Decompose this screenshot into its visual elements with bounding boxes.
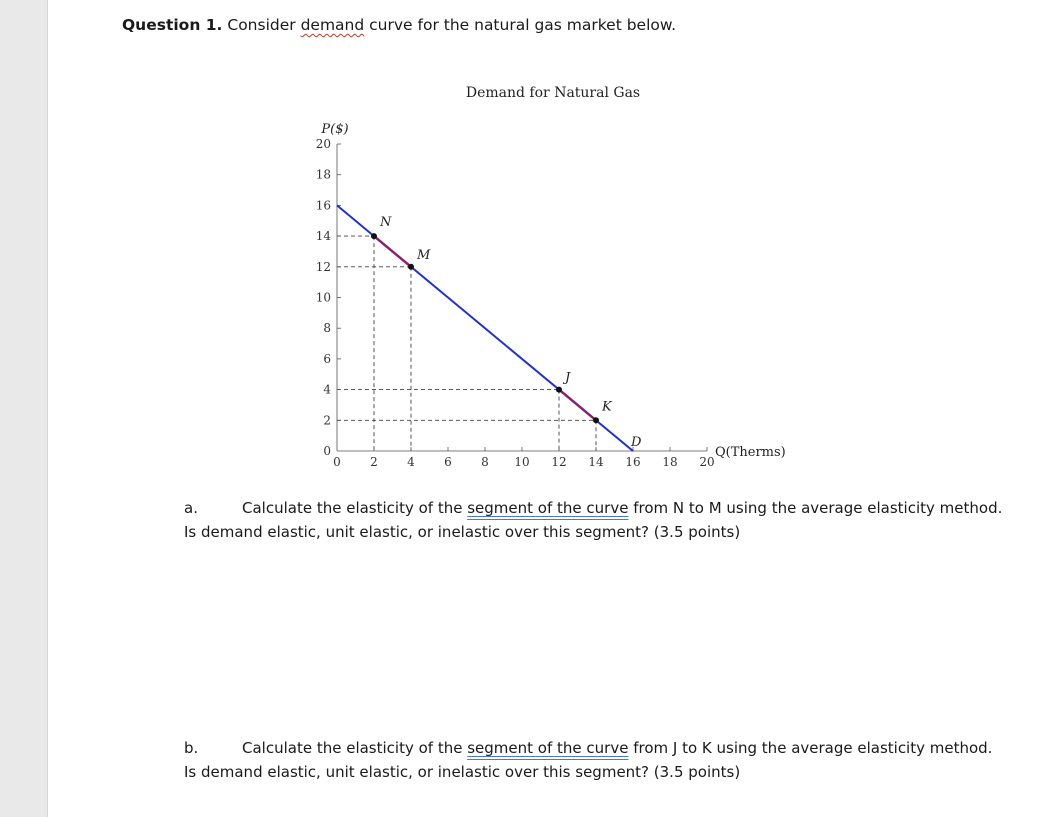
x-tick-label: 14 bbox=[588, 455, 604, 469]
demand-chart bbox=[300, 78, 810, 478]
labeled-points bbox=[371, 215, 642, 450]
x-tick-label: 12 bbox=[551, 455, 567, 469]
grammar-flagged-phrase[interactable]: segment of the curve bbox=[467, 739, 629, 757]
tick-labels bbox=[316, 137, 715, 469]
point-label-n: N bbox=[380, 215, 392, 231]
axes bbox=[337, 144, 707, 451]
x-tick-label: 10 bbox=[514, 455, 530, 469]
part-a-text-before: Calculate the elasticity of the bbox=[242, 499, 463, 517]
x-tick-label: 16 bbox=[625, 455, 641, 469]
question-title bbox=[122, 16, 676, 34]
point-k bbox=[593, 417, 599, 423]
x-axis-label: Q(Therms) bbox=[715, 445, 786, 460]
part-a-text-after: from N to M using the average elasticity method. Is demand elastic, unit elastic, or inelastic over this segment? (3.5 points) bbox=[184, 499, 1003, 541]
guide-lines bbox=[337, 236, 596, 451]
y-tick-label: 10 bbox=[315, 290, 331, 305]
curve-label-d: D bbox=[631, 435, 642, 450]
point-n bbox=[371, 233, 377, 239]
part-b bbox=[184, 736, 1004, 784]
y-tick-label: 16 bbox=[315, 198, 331, 213]
y-tick-label: 20 bbox=[315, 137, 331, 151]
point-m bbox=[408, 264, 414, 270]
y-tick-label: 14 bbox=[315, 229, 331, 244]
x-tick-label: 2 bbox=[370, 455, 378, 469]
y-tick-label: 0 bbox=[323, 444, 331, 458]
x-tick-label: 20 bbox=[699, 455, 715, 469]
question-text-after: curve for the natural gas market below. bbox=[369, 16, 677, 34]
y-tick-label: 4 bbox=[323, 382, 331, 397]
spellcheck-flagged-word[interactable]: demand bbox=[300, 16, 365, 34]
question-text-before: Consider bbox=[227, 16, 296, 34]
point-j bbox=[556, 387, 562, 393]
y-tick-label: 6 bbox=[323, 351, 331, 366]
y-tick-label: 18 bbox=[315, 167, 331, 182]
x-tick-label: 0 bbox=[333, 455, 341, 469]
point-label-k: K bbox=[602, 399, 612, 415]
part-b-text-after: from J to K using the average elasticity method. Is demand elastic, unit elastic, or inelastic over this segment? (3.5 points) bbox=[184, 739, 993, 781]
point-label-m: M bbox=[417, 247, 431, 263]
highlighted-segment bbox=[559, 390, 596, 421]
chart-title: Demand for Natural Gas bbox=[465, 85, 641, 101]
question-number: Question 1. bbox=[122, 16, 223, 34]
grammar-flagged-phrase[interactable]: segment of the curve bbox=[467, 499, 629, 517]
y-axis-label: P($) bbox=[321, 122, 349, 137]
x-tick-label: 6 bbox=[444, 455, 452, 469]
x-tick-label: 8 bbox=[481, 455, 489, 469]
y-tick-label: 12 bbox=[315, 259, 331, 274]
part-a-label: a. bbox=[184, 499, 198, 517]
y-tick-label: 8 bbox=[323, 321, 331, 336]
part-b-label: b. bbox=[184, 739, 199, 757]
left-gutter bbox=[0, 0, 48, 817]
part-a bbox=[184, 496, 1004, 544]
y-tick-label: 2 bbox=[323, 413, 331, 428]
part-b-text-before: Calculate the elasticity of the bbox=[242, 739, 463, 757]
point-label-j: J bbox=[565, 370, 571, 386]
x-tick-label: 4 bbox=[407, 455, 415, 469]
x-tick-label: 18 bbox=[662, 455, 678, 469]
demand-curve bbox=[337, 205, 633, 451]
highlighted-segment bbox=[374, 236, 411, 267]
